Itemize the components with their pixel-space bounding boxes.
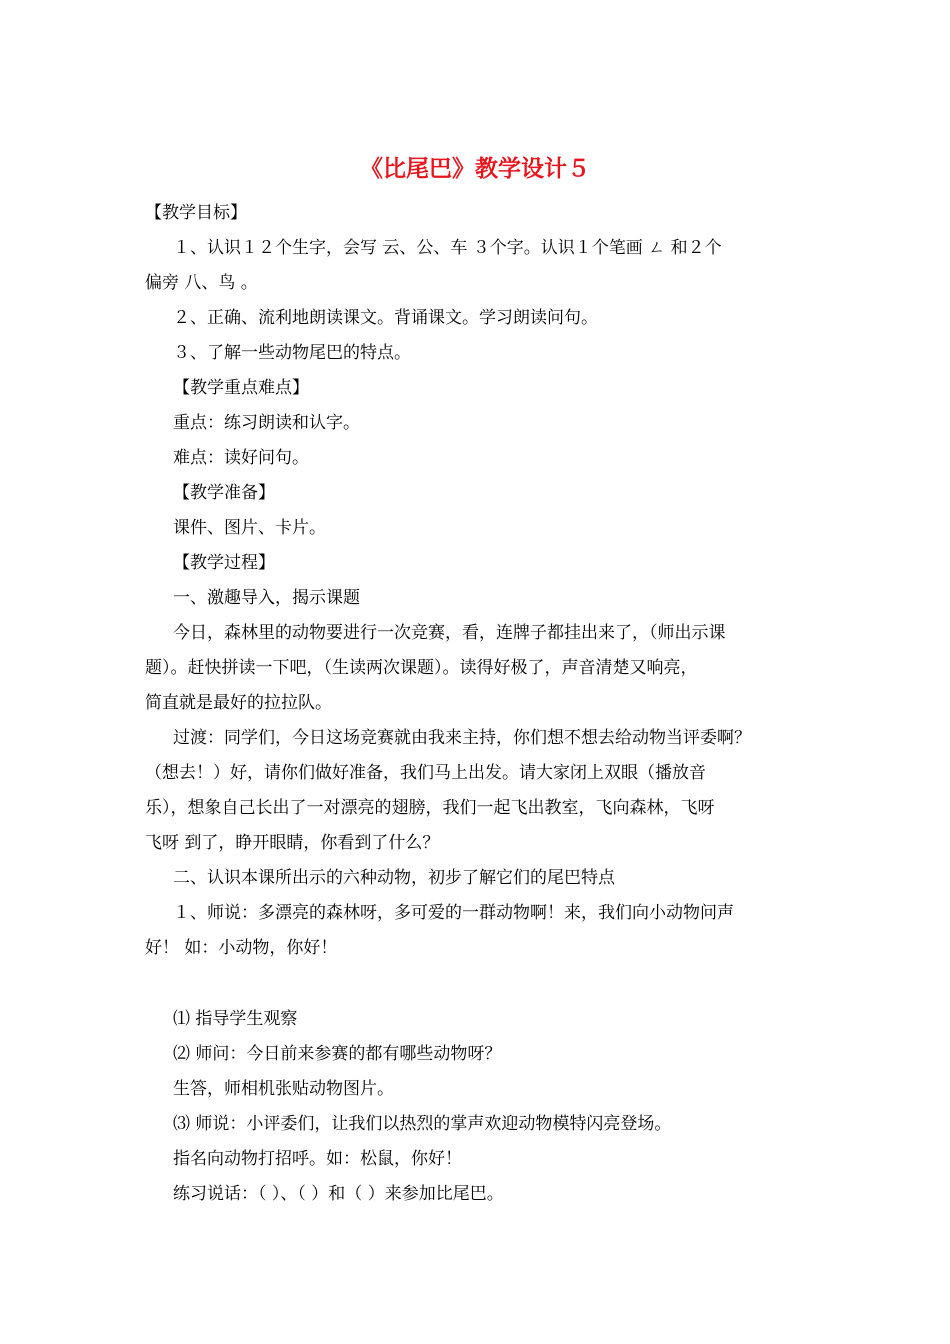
sub-item-2-answer: 生答，师相机张贴动物图片。: [173, 1079, 394, 1099]
paragraph-2-line-3: 乐），想象自己长出了一对漂亮的翅膀，我们一起飞出教室，飞向森林，飞呀: [145, 798, 715, 818]
paragraph-1-line-2: 题）。赶快拼读一下吧，（生读两次课题）。读得好极了，声音清楚又响亮，: [145, 658, 698, 678]
goal-2: ２、正确、流利地朗读课文。背诵课文。学习朗读问句。: [173, 308, 598, 328]
paragraph-3-line-1: １、师说：多漂亮的森林呀，多可爱的一群动物啊！来，我们向小动物问声: [173, 903, 734, 923]
step-1-heading: 一、激趣导入，揭示课题: [173, 588, 360, 608]
sub-item-3: ⑶ 师说：小评委们，让我们以热烈的掌声欢迎动物模特闪亮登场。: [173, 1114, 672, 1134]
paragraph-1-line-3: 简直就是最好的拉拉队。: [145, 693, 332, 713]
step-2-heading: 二、认识本课所出示的六种动物，初步了解它们的尾巴特点: [173, 868, 615, 888]
heading-teaching-goals: 【教学目标】: [145, 203, 247, 223]
paragraph-2-line-2: （想去！）好，请你们做好准备，我们马上出发。请大家闭上双眼（播放音: [145, 763, 706, 783]
goal-1-line-2: 偏旁 八、鸟 。: [145, 273, 258, 293]
heading-key-points: 【教学重点难点】: [173, 378, 309, 398]
sub-item-1: ⑴ 指导学生观察: [173, 1009, 298, 1029]
goal-1-line-1: １、认识１２个生字，会写 云、公、车 ３个字。认识１个笔画 ㄥ 和２个: [173, 238, 722, 258]
document-body: [145, 196, 813, 1212]
paragraph-2-line-4: 飞呀 到了，睁开眼睛，你看到了什么？: [145, 833, 440, 853]
heading-process: 【教学过程】: [173, 553, 275, 573]
paragraph-2-line-1: 过渡：同学们，今日这场竞赛就由我来主持，你们想不想去给动物当评委啊？: [173, 728, 751, 748]
preparation-items: 课件、图片、卡片。: [173, 518, 326, 538]
goal-3: ３、了解一些动物尾巴的特点。: [173, 343, 411, 363]
difficulty-point: 难点：读好问句。: [173, 448, 309, 468]
document-title: 《比尾巴》教学设计５: [360, 156, 590, 182]
blank-gap: [145, 966, 813, 1002]
heading-preparation: 【教学准备】: [173, 483, 275, 503]
sub-item-2: ⑵ 师问：今日前来参赛的都有哪些动物呀？: [173, 1044, 502, 1064]
paragraph-3-line-2: 好！ 如：小动物，你好！: [145, 938, 338, 958]
sub-item-3-practice: 练习说话：（ ）、（ ）和（ ）来参加比尾巴。: [173, 1184, 504, 1204]
key-point: 重点：练习朗读和认字。: [173, 413, 360, 433]
paragraph-1-line-1: 今日，森林里的动物要进行一次竞赛，看，连牌子都挂出来了，（师出示课: [173, 623, 726, 643]
sub-item-3-greeting: 指名向动物打招呼。如：松鼠，你好！: [173, 1149, 462, 1169]
